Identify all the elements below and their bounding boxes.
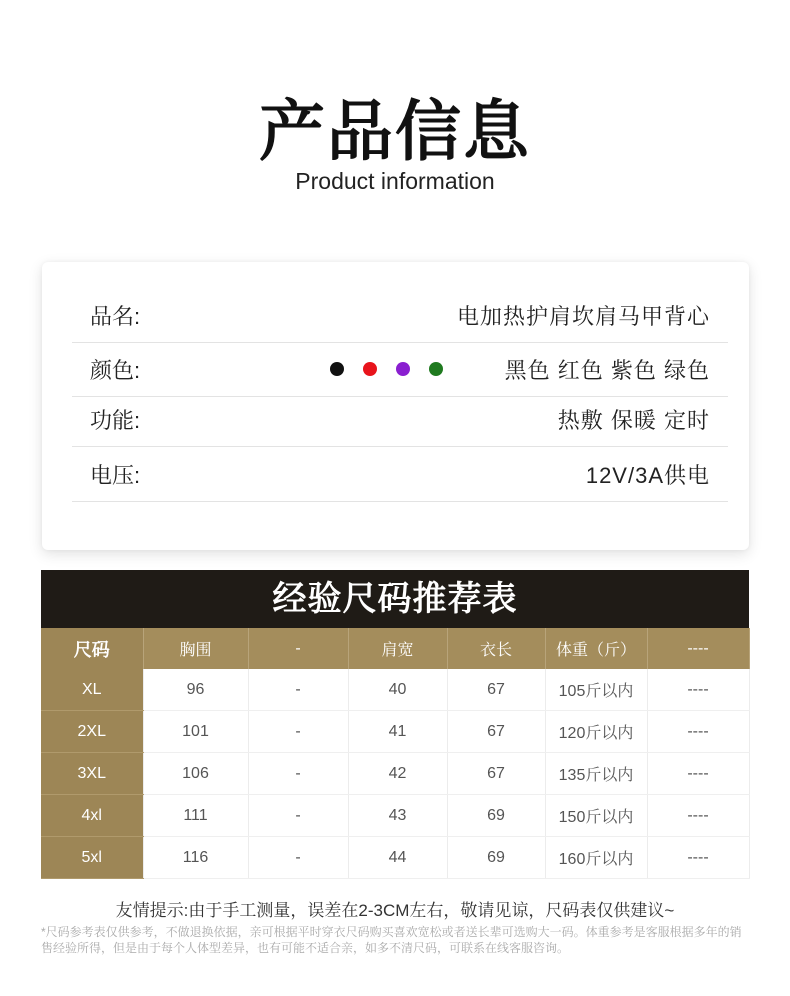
table-cell: 67 bbox=[447, 753, 545, 795]
col-header: 胸围 bbox=[143, 628, 248, 669]
color-dot-purple bbox=[396, 362, 410, 376]
size-table-body bbox=[41, 669, 749, 879]
table-cell: - bbox=[248, 837, 348, 879]
table-cell: 160斤以内 bbox=[545, 837, 647, 879]
size-cell: 4xl bbox=[41, 795, 143, 837]
info-label: 电压: bbox=[90, 462, 141, 488]
info-value: 电加热护肩坎肩马甲背心 bbox=[456, 303, 710, 329]
table-cell: 44 bbox=[348, 837, 447, 879]
table-cell: 42 bbox=[348, 753, 447, 795]
info-value: 热敷 保暖 定时 bbox=[557, 407, 710, 433]
table-cell: 67 bbox=[447, 669, 545, 711]
info-row-color bbox=[72, 342, 728, 397]
table-cell: 69 bbox=[447, 795, 545, 837]
page-title: 产品信息 bbox=[259, 93, 531, 170]
size-cell: XL bbox=[41, 669, 143, 711]
color-swatches bbox=[330, 362, 443, 376]
table-cell: 96 bbox=[143, 669, 248, 711]
table-row bbox=[41, 795, 749, 837]
size-cell: 3XL bbox=[41, 753, 143, 795]
table-cell: ---- bbox=[647, 837, 749, 879]
table-cell: - bbox=[248, 795, 348, 837]
table-cell: 150斤以内 bbox=[545, 795, 647, 837]
table-cell: 41 bbox=[348, 711, 447, 753]
table-cell: 106 bbox=[143, 753, 248, 795]
table-cell: ---- bbox=[647, 669, 749, 711]
color-dot-black bbox=[330, 362, 344, 376]
col-header: - bbox=[248, 628, 348, 669]
table-cell: 135斤以内 bbox=[545, 753, 647, 795]
table-cell: ---- bbox=[647, 795, 749, 837]
product-info-card bbox=[42, 262, 749, 550]
table-cell: 67 bbox=[447, 711, 545, 753]
table-row bbox=[41, 711, 749, 753]
table-cell: - bbox=[248, 753, 348, 795]
table-row bbox=[41, 837, 749, 879]
info-row-function bbox=[72, 392, 728, 447]
size-table bbox=[41, 628, 750, 879]
color-dot-green bbox=[429, 362, 443, 376]
col-header: 衣长 bbox=[447, 628, 545, 669]
info-row-name bbox=[72, 288, 728, 343]
col-header: 尺码 bbox=[41, 628, 143, 669]
table-cell: - bbox=[248, 669, 348, 711]
table-cell: 111 bbox=[143, 795, 248, 837]
size-cell: 5xl bbox=[41, 837, 143, 879]
info-label: 颜色: bbox=[90, 357, 141, 383]
col-header: 肩宽 bbox=[348, 628, 447, 669]
table-cell: 43 bbox=[348, 795, 447, 837]
table-cell: ---- bbox=[647, 711, 749, 753]
info-label: 功能: bbox=[90, 407, 141, 433]
table-cell: 101 bbox=[143, 711, 248, 753]
info-value: 12V/3A供电 bbox=[585, 462, 710, 488]
info-value: 黑色 红色 紫色 绿色 bbox=[504, 357, 710, 383]
size-cell: 2XL bbox=[41, 711, 143, 753]
table-cell: 116 bbox=[143, 837, 248, 879]
page-subtitle: Product information bbox=[295, 168, 495, 194]
info-row-voltage bbox=[72, 447, 728, 502]
color-dot-red bbox=[363, 362, 377, 376]
table-row bbox=[41, 669, 749, 711]
table-row bbox=[41, 753, 749, 795]
table-cell: ---- bbox=[647, 753, 749, 795]
col-header: 体重（斤） bbox=[545, 628, 647, 669]
size-note: *尺码参考表仅供参考，不做退换依据，亲可根据平时穿衣尺码购买喜欢宽松或者送长辈可选购大一码。体重参考是客服根据多年的销售经验所得，但是由于每个人体型差异，也有可能不适合亲，如多不清尺码，可联系在线客服咨询。 bbox=[41, 925, 742, 955]
table-cell: 120斤以内 bbox=[545, 711, 647, 753]
table-cell: - bbox=[248, 711, 348, 753]
table-cell: 69 bbox=[447, 837, 545, 879]
friendly-tip: 友情提示:由于手工测量，误差在2-3CM左右，敬请见谅，尺码表仅供建议~ bbox=[115, 901, 675, 920]
size-table-header-row bbox=[41, 628, 749, 669]
info-label: 品名: bbox=[90, 303, 141, 329]
table-cell: 105斤以内 bbox=[545, 669, 647, 711]
col-header: ---- bbox=[647, 628, 749, 669]
table-cell: 40 bbox=[348, 669, 447, 711]
size-table-title: 经验尺码推荐表 bbox=[41, 570, 749, 628]
